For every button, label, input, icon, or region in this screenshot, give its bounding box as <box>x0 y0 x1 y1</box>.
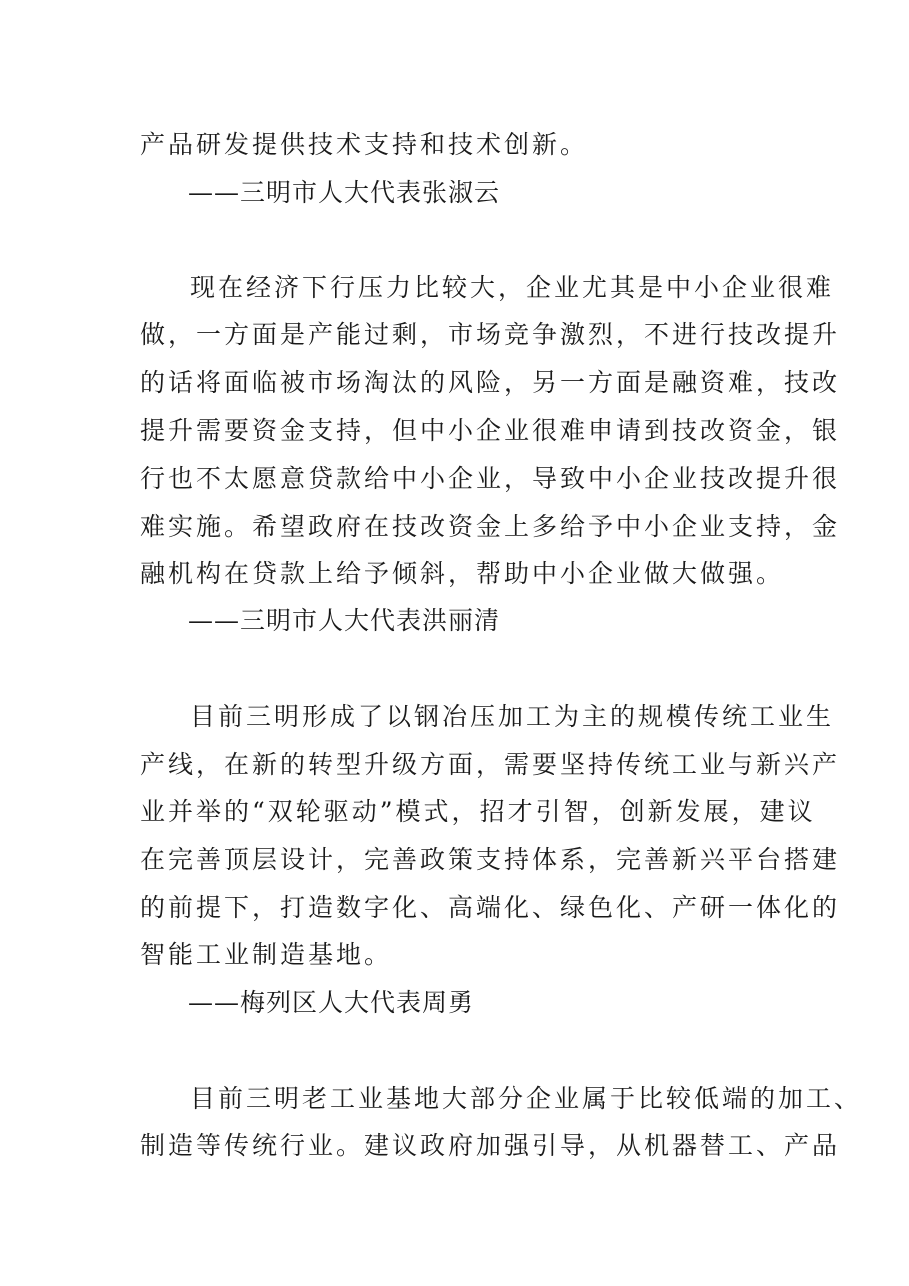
text-line: 融机构在贷款上给予倾斜，帮助中小企业做大做强。 <box>140 559 785 588</box>
text-line: 制造等传统行业。建议政府加强引导，从机器替工、产品 <box>140 1131 841 1160</box>
text-line: 的话将面临被市场淘汰的风险，另一方面是融资难，技改 <box>140 368 841 397</box>
paragraph-first-line: 现在经济下行压力比较大，企业尤其是中小企业很难 <box>190 273 835 302</box>
attribution-line: ——三明市人大代表洪丽清 <box>188 606 501 635</box>
text-line: 难实施。希望政府在技改资金上多给予中小企业支持，金 <box>140 512 841 541</box>
text-line: 产品研发提供技术支持和技术创新。 <box>140 130 589 159</box>
text-line: 业并举的“双轮驱动”模式，招才引智，创新发展，建议 <box>140 797 816 826</box>
text-line: 做，一方面是产能过剩，市场竞争激烈，不进行技改提升 <box>140 320 841 349</box>
text-line: 的前提下，打造数字化、高端化、绿色化、产研一体化的 <box>140 893 841 922</box>
text-line: 行也不太愿意贷款给中小企业，导致中小企业技改提升很 <box>140 464 841 493</box>
text-line: 在完善顶层设计，完善政策支持体系，完善新兴平台搭建 <box>140 845 841 874</box>
text-line: 智能工业制造基地。 <box>140 940 393 969</box>
text-line: 提升需要资金支持，但中小企业很难申请到技改资金，银 <box>140 416 841 445</box>
attribution-line: ——梅列区人大代表周勇 <box>188 988 475 1017</box>
paragraph-first-line: 目前三明形成了以钢冶压加工为主的规模传统工业生 <box>190 702 835 731</box>
attribution-line: ——三明市人大代表张淑云 <box>188 178 501 207</box>
text-line: 产线，在新的转型升级方面，需要坚持传统工业与新兴产 <box>140 750 841 779</box>
paragraph-first-line: 目前三明老工业基地大部分企业属于比较低端的加工、 <box>190 1084 863 1113</box>
